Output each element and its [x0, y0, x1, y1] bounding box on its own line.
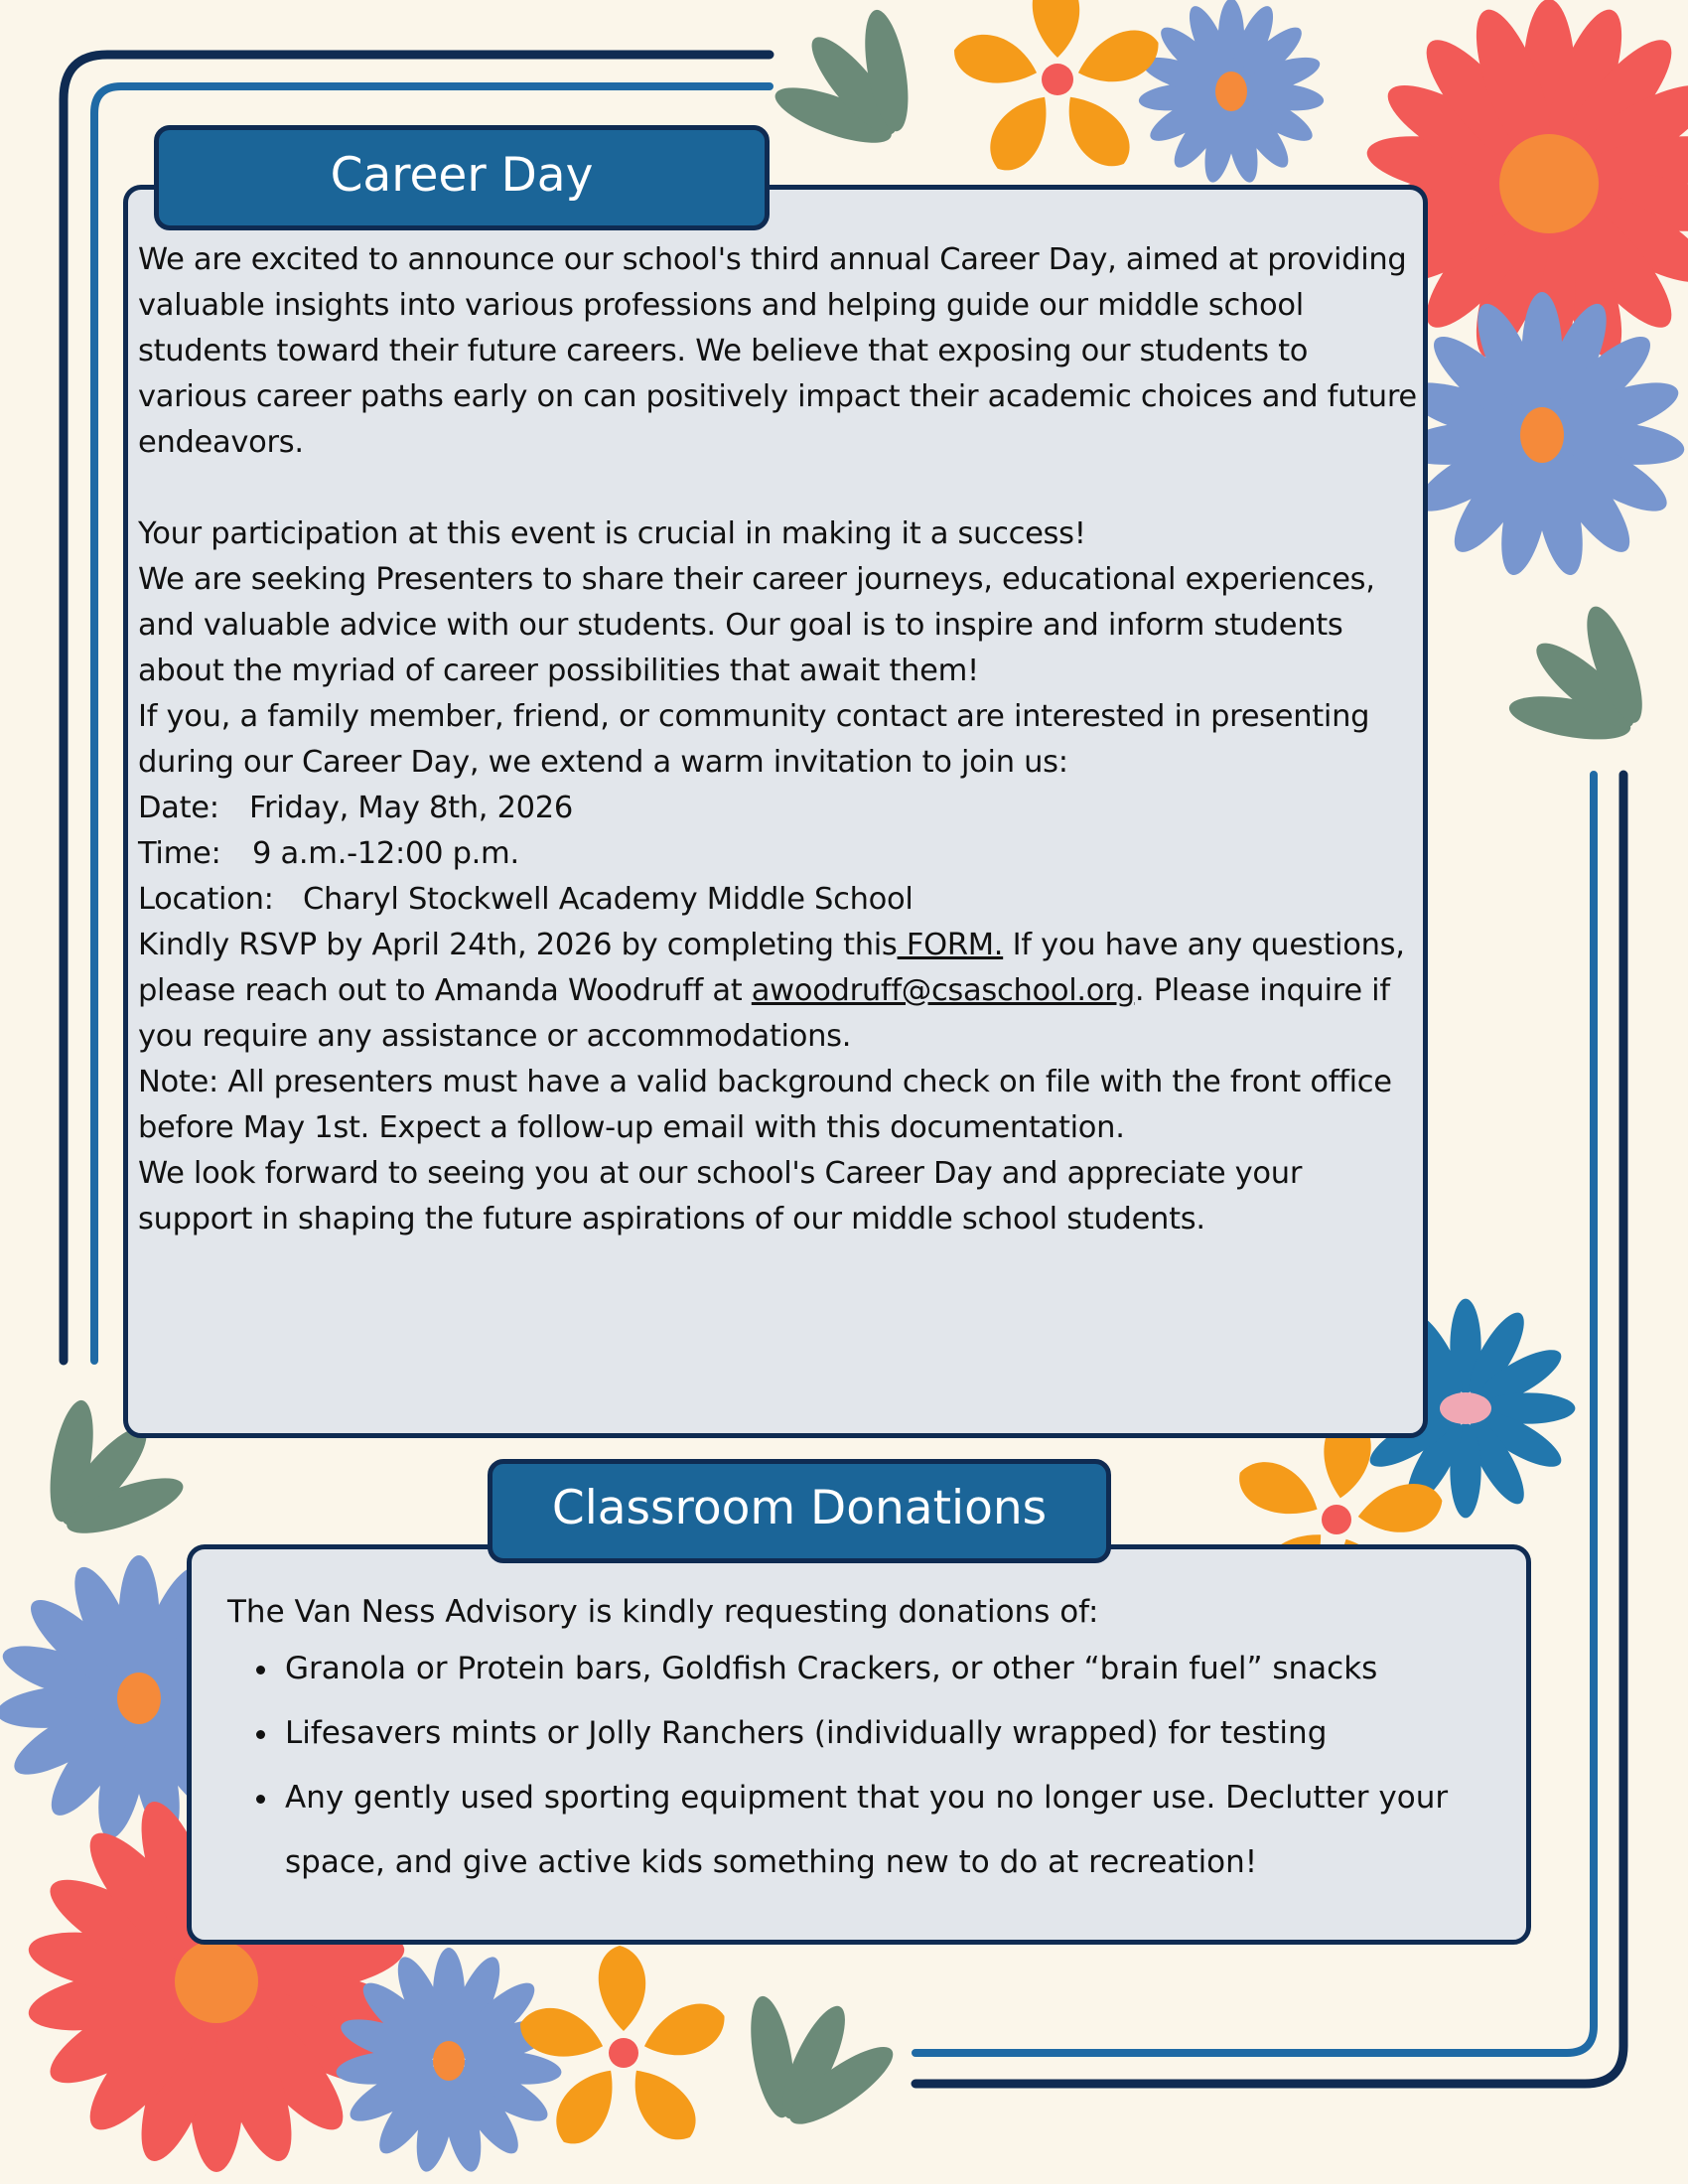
- location-label: Location:: [138, 882, 274, 917]
- invitation-paragraph: If you, a family member, friend, or community contact are interested in presenting during our Career Day, we extend a warm invitation to join us:: [138, 699, 1370, 780]
- career-intro-paragraph: We are excited to announce our school's third annual Career Day, aimed at providing valuable insights into various professions and helping guide our middle school students toward their future careers. We believe that exposing our students to various career paths early on can positively impact their academic choices and future endeavors.: [138, 242, 1417, 460]
- time-label: Time:: [138, 836, 221, 871]
- periwinkle-daisy-flower: [1138, 0, 1326, 185]
- event-time: [138, 831, 1423, 877]
- periwinkle-daisy-flower: [335, 1948, 563, 2175]
- donations-title: Classroom Donations: [488, 1459, 1111, 1563]
- rsvp-contact-text: If you have any questions, please reach out to Amanda Woodruff at: [138, 928, 1405, 1008]
- donations-intro: The Van Ness Advisory is kindly requesting donations of:: [227, 1594, 1099, 1630]
- presenters-paragraph: We are seeking Presenters to share their career journeys, educational experiences, and valuable advice with our students. Our goal is to inspire and inform students about the myriad of career possibilities that await them!: [138, 562, 1375, 688]
- contact-email-link[interactable]: awoodruff@csaschool.org: [751, 973, 1135, 1008]
- sage-leaves: [769, 7, 915, 154]
- date-label: Date:: [138, 791, 219, 825]
- sage-leaves: [1506, 600, 1653, 747]
- periwinkle-daisy-flower: [1398, 292, 1687, 579]
- donations-list: [227, 1637, 1526, 1895]
- orange-cosmos-flower: [513, 1946, 732, 2154]
- career-day-title: Career Day: [154, 125, 770, 230]
- donation-item: • Any gently used sporting equipment that you no longer use. Declutter your space, and give active kids something new to do at recreation!: [281, 1766, 1526, 1895]
- time-value: 9 a.m.-12:00 p.m.: [252, 836, 519, 871]
- donations-card: [187, 1544, 1531, 1945]
- location-value: Charyl Stockwell Academy Middle School: [303, 882, 914, 917]
- date-value: Friday, May 8th, 2026: [249, 791, 573, 825]
- rsvp-paragraph: [138, 923, 1423, 1060]
- rsvp-assistance-text: . Please inquire if you require any assistance or accommodations.: [138, 973, 1390, 1054]
- career-day-card: [123, 185, 1428, 1438]
- participation-text: Your participation at this event is crucial in making it a success!: [138, 516, 1086, 551]
- closing-paragraph: We look forward to seeing you at our school's Career Day and appreciate your support in shaping the future aspirations of our middle school students.: [138, 1156, 1303, 1237]
- background-check-note: Note: All presenters must have a valid background check on file with the front office before May 1st. Expect a follow-up email with this documentation.: [138, 1065, 1392, 1145]
- rsvp-text: Kindly RSVP by April 24th, 2026 by completing this: [138, 928, 898, 962]
- event-location: [138, 877, 1423, 923]
- donation-item: • Lifesavers mints or Jolly Ranchers (individually wrapped) for testing: [281, 1701, 1526, 1766]
- career-day-body: [138, 237, 1423, 1242]
- donation-item: • Granola or Protein bars, Goldfish Crackers, or other “brain fuel” snacks: [281, 1637, 1526, 1701]
- event-date: [138, 786, 1423, 831]
- rsvp-form-link[interactable]: FORM.: [897, 928, 1004, 962]
- sage-leaves: [743, 1993, 903, 2136]
- orange-cosmos-flower: [947, 0, 1166, 181]
